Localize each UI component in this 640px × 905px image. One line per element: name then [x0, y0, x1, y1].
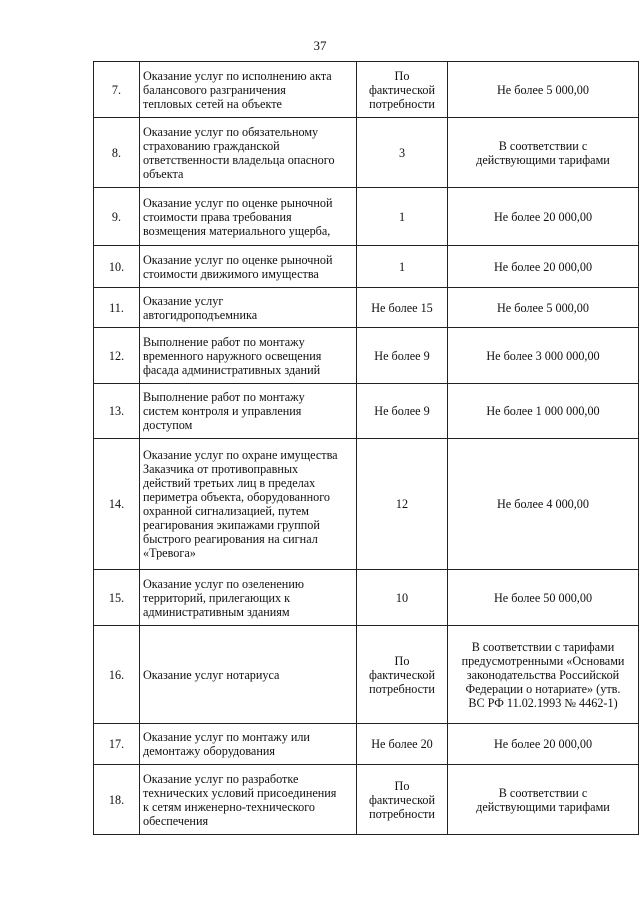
row-number: 10. — [94, 246, 140, 288]
service-name: Оказание услуг по оценке рыночной стоимости движимого имущества — [140, 246, 357, 288]
row-number: 14. — [94, 439, 140, 570]
services-table — [93, 61, 639, 835]
service-quantity: 10 — [357, 570, 448, 626]
service-quantity: Не более 15 — [357, 288, 448, 328]
table-row — [94, 570, 639, 626]
row-number: 9. — [94, 188, 140, 246]
service-name: Оказание услуг по разработке технических условий присоединения к сетям инженерно-технического обеспечения — [140, 765, 357, 835]
row-number: 18. — [94, 765, 140, 835]
service-price: Не более 5 000,00 — [448, 288, 639, 328]
service-name: Оказание услуг по монтажу или демонтажу оборудования — [140, 724, 357, 765]
table-row — [94, 328, 639, 384]
service-price: Не более 5 000,00 — [448, 62, 639, 118]
table-row — [94, 626, 639, 724]
service-name: Оказание услуг по обязательному страхованию гражданской ответственности владельца опасного объекта — [140, 118, 357, 188]
service-price: Не более 20 000,00 — [448, 188, 639, 246]
service-price: Не более 1 000 000,00 — [448, 384, 639, 439]
table-row — [94, 246, 639, 288]
table-row — [94, 724, 639, 765]
table-row — [94, 62, 639, 118]
service-quantity: По фактической потребности — [357, 765, 448, 835]
row-number: 8. — [94, 118, 140, 188]
row-number: 17. — [94, 724, 140, 765]
service-name: Выполнение работ по монтажу временного наружного освещения фасада административных зданий — [140, 328, 357, 384]
service-price: В соответствии с тарифами предусмотренными «Основами законодательства Российской Федерации о нотариате» (утв. ВС РФ 11.02.1993 № 4462-1) — [448, 626, 639, 724]
page-number: 37 — [313, 38, 327, 53]
service-price: В соответствии с действующими тарифами — [448, 765, 639, 835]
service-quantity: 12 — [357, 439, 448, 570]
row-number: 7. — [94, 62, 140, 118]
row-number: 11. — [94, 288, 140, 328]
service-name: Оказание услуг по оценке рыночной стоимости права требования возмещения материального ущерба, — [140, 188, 357, 246]
service-name: Выполнение работ по монтажу систем контроля и управления доступом — [140, 384, 357, 439]
table-row — [94, 288, 639, 328]
service-price: Не более 50 000,00 — [448, 570, 639, 626]
table-row — [94, 118, 639, 188]
table-row — [94, 439, 639, 570]
table-row — [94, 188, 639, 246]
service-name: Оказание услуг по охране имущества Заказчика от противоправных действий третьих лиц в пределах периметра объекта, оборудованного охранной сигнализацией, путем реагирования экипажами группой быстрого реагирования на сигнал «Тревога» — [140, 439, 357, 570]
service-quantity: По фактической потребности — [357, 626, 448, 724]
row-number: 12. — [94, 328, 140, 384]
service-name: Оказание услуг по озеленению территорий, прилегающих к административным зданиям — [140, 570, 357, 626]
service-quantity: Не более 9 — [357, 384, 448, 439]
service-price: Не более 3 000 000,00 — [448, 328, 639, 384]
service-price: Не более 20 000,00 — [448, 246, 639, 288]
service-name: Оказание услуг по исполнению акта балансового разграничения тепловых сетей на объекте — [140, 62, 357, 118]
service-price: Не более 20 000,00 — [448, 724, 639, 765]
row-number: 15. — [94, 570, 140, 626]
table-row — [94, 765, 639, 835]
service-price: Не более 4 000,00 — [448, 439, 639, 570]
service-quantity: По фактической потребности — [357, 62, 448, 118]
row-number: 13. — [94, 384, 140, 439]
service-name: Оказание услуг нотариуса — [140, 626, 357, 724]
table-row — [94, 384, 639, 439]
service-price: В соответствии с действующими тарифами — [448, 118, 639, 188]
service-quantity: 1 — [357, 188, 448, 246]
service-quantity: Не более 9 — [357, 328, 448, 384]
row-number: 16. — [94, 626, 140, 724]
service-quantity: 3 — [357, 118, 448, 188]
service-name: Оказание услуг автогидроподъемника — [140, 288, 357, 328]
service-quantity: Не более 20 — [357, 724, 448, 765]
service-quantity: 1 — [357, 246, 448, 288]
